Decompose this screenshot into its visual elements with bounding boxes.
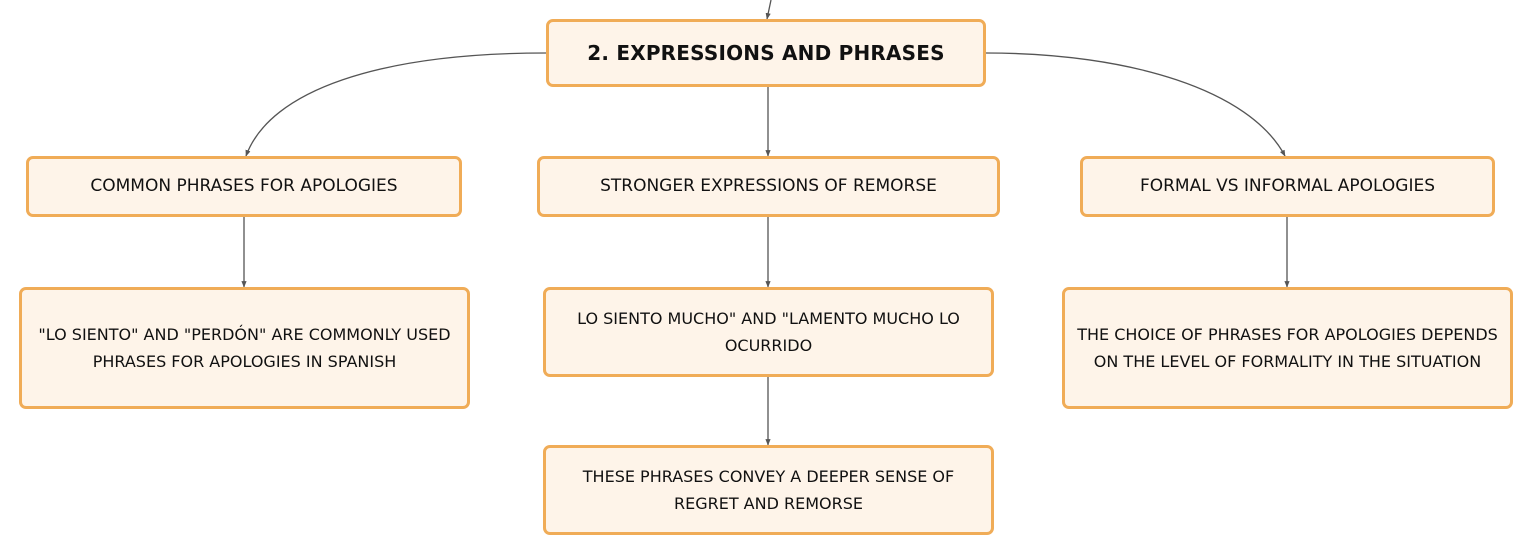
branch-node-label: STRONGER EXPRESSIONS OF REMORSE	[600, 176, 937, 196]
detail-node-text: THE CHOICE OF PHRASES FOR APOLOGIES DEPENDS ON THE LEVEL OF FORMALITY IN THE SITUATION	[1077, 325, 1498, 371]
branch-node-stronger-expressions[interactable]	[537, 156, 1000, 217]
detail-node-deeper-regret[interactable]	[543, 445, 994, 535]
branch-node-common-phrases[interactable]	[26, 156, 462, 217]
connector-root-to-formal	[986, 53, 1285, 156]
detail-node-text: LO SIENTO MUCHO" AND "LAMENTO MUCHO LO OCURRIDO	[577, 309, 960, 355]
detail-node-text: THESE PHRASES CONVEY A DEEPER SENSE OF REGRET AND REMORSE	[582, 467, 955, 513]
branch-node-label: COMMON PHRASES FOR APOLOGIES	[90, 176, 398, 196]
connector-root-to-common	[246, 53, 546, 156]
detail-node-common-phrases[interactable]	[19, 287, 470, 409]
branch-node-formal-vs-informal[interactable]	[1080, 156, 1495, 217]
detail-node-text: "LO SIENTO" AND "PERDÓN" ARE COMMONLY USED PHRASES FOR APOLOGIES IN SPANISH	[38, 325, 451, 371]
detail-node-formal-vs-informal[interactable]	[1062, 287, 1513, 409]
connector-parent-to-root	[767, 0, 771, 19]
detail-node-stronger-expressions[interactable]	[543, 287, 994, 377]
branch-node-label: FORMAL VS INFORMAL APOLOGIES	[1139, 176, 1436, 196]
root-node[interactable]	[546, 19, 986, 87]
root-node-label: 2. EXPRESSIONS AND PHRASES	[587, 40, 945, 65]
